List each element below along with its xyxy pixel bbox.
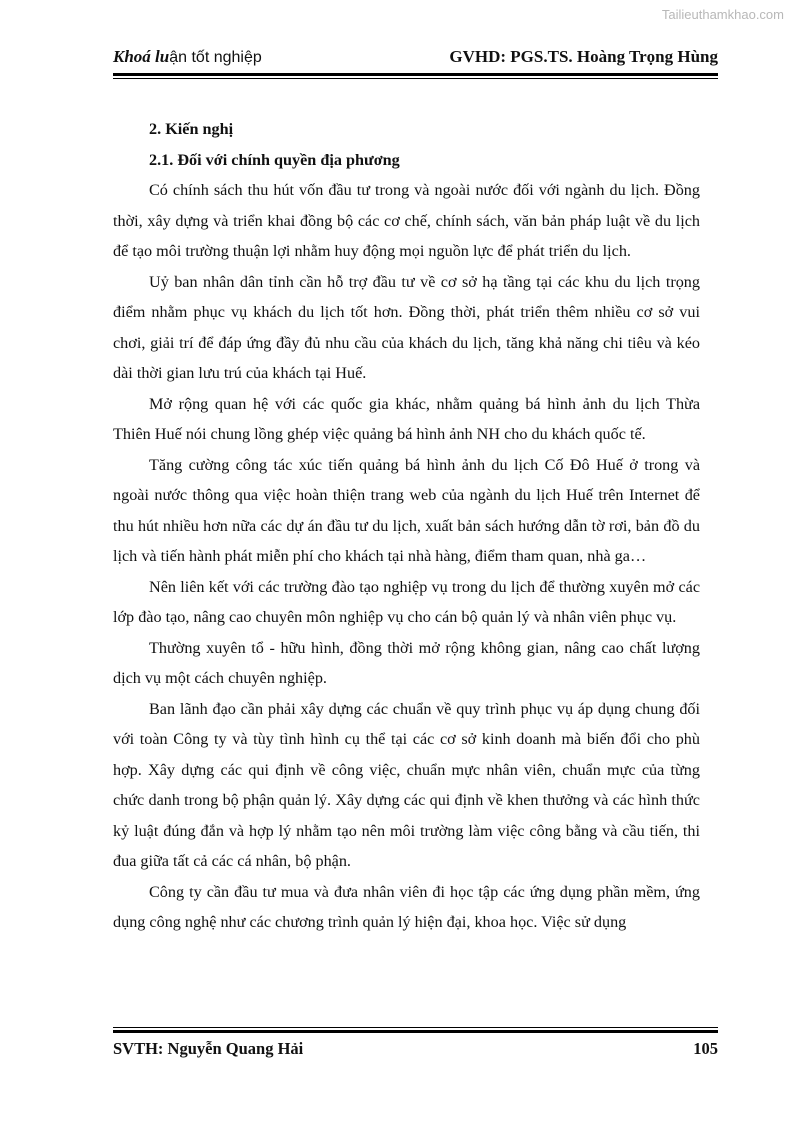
footer-rule-thin bbox=[113, 1027, 718, 1028]
header-advisor: GVHD: PGS.TS. Hoàng Trọng Hùng bbox=[449, 47, 718, 66]
paragraph: Có chính sách thu hút vốn đầu tư trong và ngoài nước đối với ngành du lịch. Đồng thời, xây dựng và triển khai đồng bộ các cơ chế, chính sách, văn bản pháp luật về du lịch để tạo môi trường thuận lợi nhằm huy động mọi nguồn lực để phát triển du lịch. bbox=[113, 181, 700, 260]
header-thesis-label-italic: Khoá lu bbox=[113, 47, 170, 66]
subsection-heading: 2.1. Đối với chính quyền địa phương bbox=[149, 150, 400, 169]
header-rule-thick bbox=[113, 73, 718, 76]
paragraph: Công ty cần đầu tư mua và đưa nhân viên đi học tập các ứng dụng phần mềm, ứng dụng công nghệ như các chương trình quản lý hiện đại, khoa học. Việc sử dụng bbox=[113, 882, 700, 931]
paragraph: Mở rộng quan hệ với các quốc gia khác, nhằm quảng bá hình ảnh du lịch Thừa Thiên Huế nói chung lồng ghép việc quảng bá hình ảnh NH cho du khách quốc tế. bbox=[113, 394, 700, 443]
header-rule-thin bbox=[113, 78, 718, 79]
paragraph: Nên liên kết với các trường đào tạo nghiệp vụ trong du lịch để thường xuyên mở các lớp đào tạo, nâng cao chuyên môn nghiệp vụ cho cán bộ quản lý và nhân viên phục vụ. bbox=[113, 577, 700, 626]
header-thesis-label-rest: ận tốt nghiệp bbox=[169, 49, 262, 66]
watermark: Tailieuthamkhao.com bbox=[661, 7, 784, 22]
paragraph: Ban lãnh đạo cần phải xây dựng các chuẩn về quy trình phục vụ áp dụng chung đối với toàn Công ty và tùy tình hình cụ thể tại các cơ sở kinh doanh mà biến đổi cho phù hợp. Xây dựng các qui định về công việc, chuẩn mực nhân viên, chuẩn mực của từng chức danh trong bộ phận quản lý. Xây dựng các qui định về khen thưởng và các hình thức kỷ luật đúng đắn và hợp lý nhằm tạo nên môi trường làm việc công bằng và cầu tiến, thi đua giữa tất cả các cá nhân, bộ phận. bbox=[113, 699, 700, 870]
paragraph: Uỷ ban nhân dân tỉnh cần hỗ trợ đầu tư về cơ sở hạ tầng tại các khu du lịch trọng điểm nhằm phục vụ khách du lịch tốt hơn. Đồng thời, phát triển thêm nhiều cơ sở vui chơi, giải trí để đáp ứng đầy đủ nhu cầu của khách du lịch, tăng khả năng chi tiêu và kéo dài thời gian lưu trú của khách tại Huế. bbox=[113, 272, 700, 382]
footer-student: SVTH: Nguyễn Quang Hải bbox=[113, 1039, 304, 1058]
footer-rule-thick bbox=[113, 1030, 718, 1033]
header-thesis-label bbox=[113, 47, 262, 67]
paragraph: Thường xuyên tổ - hữu hình, đồng thời mở rộng không gian, nâng cao chất lượng dịch vụ một cách chuyên nghiệp. bbox=[113, 638, 700, 687]
paragraph: Tăng cường công tác xúc tiến quảng bá hình ảnh du lịch Cố Đô Huế ở trong và ngoài nước thông qua việc hoàn thiện trang web của ngành du lịch Huế trên Internet để thu hút nhiều hơn nữa các dự án đầu tư du lịch, xuất bản sách hướng dẫn tờ rơi, bản đồ du lịch và tiến hành phát miễn phí cho khách tại nhà hàng, điểm tham quan, nhà ga… bbox=[113, 455, 700, 565]
page-header bbox=[113, 47, 718, 71]
page-number: 105 bbox=[693, 1039, 718, 1058]
page-body bbox=[113, 114, 700, 938]
section-heading: 2. Kiến nghị bbox=[149, 120, 234, 138]
